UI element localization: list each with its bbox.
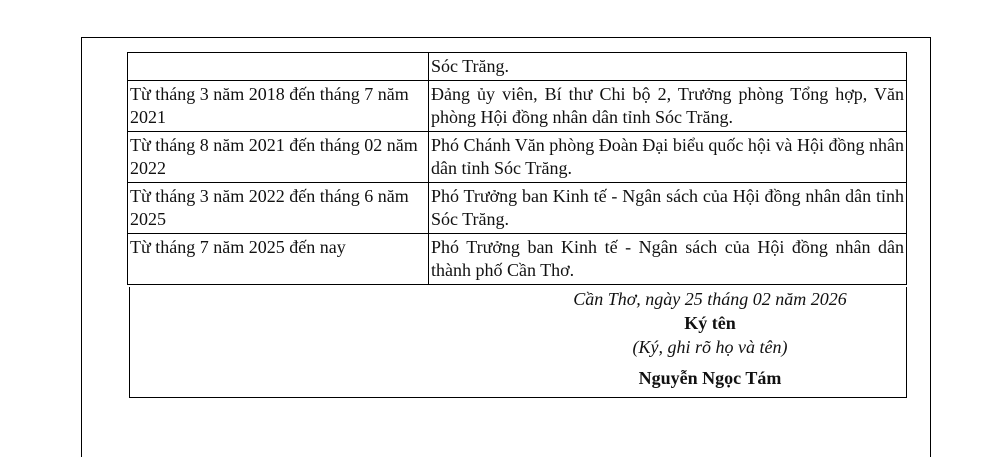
signer-name: Nguyễn Ngọc Tám — [638, 368, 782, 388]
time-cell: Từ tháng 7 năm 2025 đến nay — [128, 234, 429, 285]
description-cell: Phó Trưởng ban Kinh tế - Ngân sách của Hội đồng nhân dân tỉnh Sóc Trăng. — [429, 183, 907, 234]
time-cell: Từ tháng 8 năm 2021 đến tháng 02 năm 2022 — [128, 132, 429, 183]
career-table — [127, 52, 907, 285]
description-cell: Phó Chánh Văn phòng Đoàn Đại biểu quốc hội và Hội đồng nhân dân tỉnh Sóc Trăng. — [429, 132, 907, 183]
description-cell: Phó Trưởng ban Kinh tế - Ngân sách của Hội đồng nhân dân thành phố Cần Thơ. — [429, 234, 907, 285]
table-row — [128, 132, 907, 183]
description-cell: Đảng ủy viên, Bí thư Chi bộ 2, Trưởng phòng Tổng hợp, Văn phòng Hội đồng nhân dân tỉnh Sóc Trăng. — [429, 81, 907, 132]
table-row — [128, 81, 907, 132]
signature-note: (Ký, ghi rõ họ và tên) — [632, 337, 788, 357]
table-row — [128, 183, 907, 234]
time-cell: Từ tháng 3 năm 2018 đến tháng 7 năm 2021 — [128, 81, 429, 132]
table-row — [128, 234, 907, 285]
description-cell: Sóc Trăng. — [429, 53, 907, 81]
table-row — [128, 53, 907, 81]
time-cell — [128, 53, 429, 81]
signature-title: Ký tên — [684, 313, 736, 333]
signature-place-date: Cần Thơ, ngày 25 tháng 02 năm 2026 — [573, 289, 847, 309]
time-cell: Từ tháng 3 năm 2022 đến tháng 6 năm 2025 — [128, 183, 429, 234]
